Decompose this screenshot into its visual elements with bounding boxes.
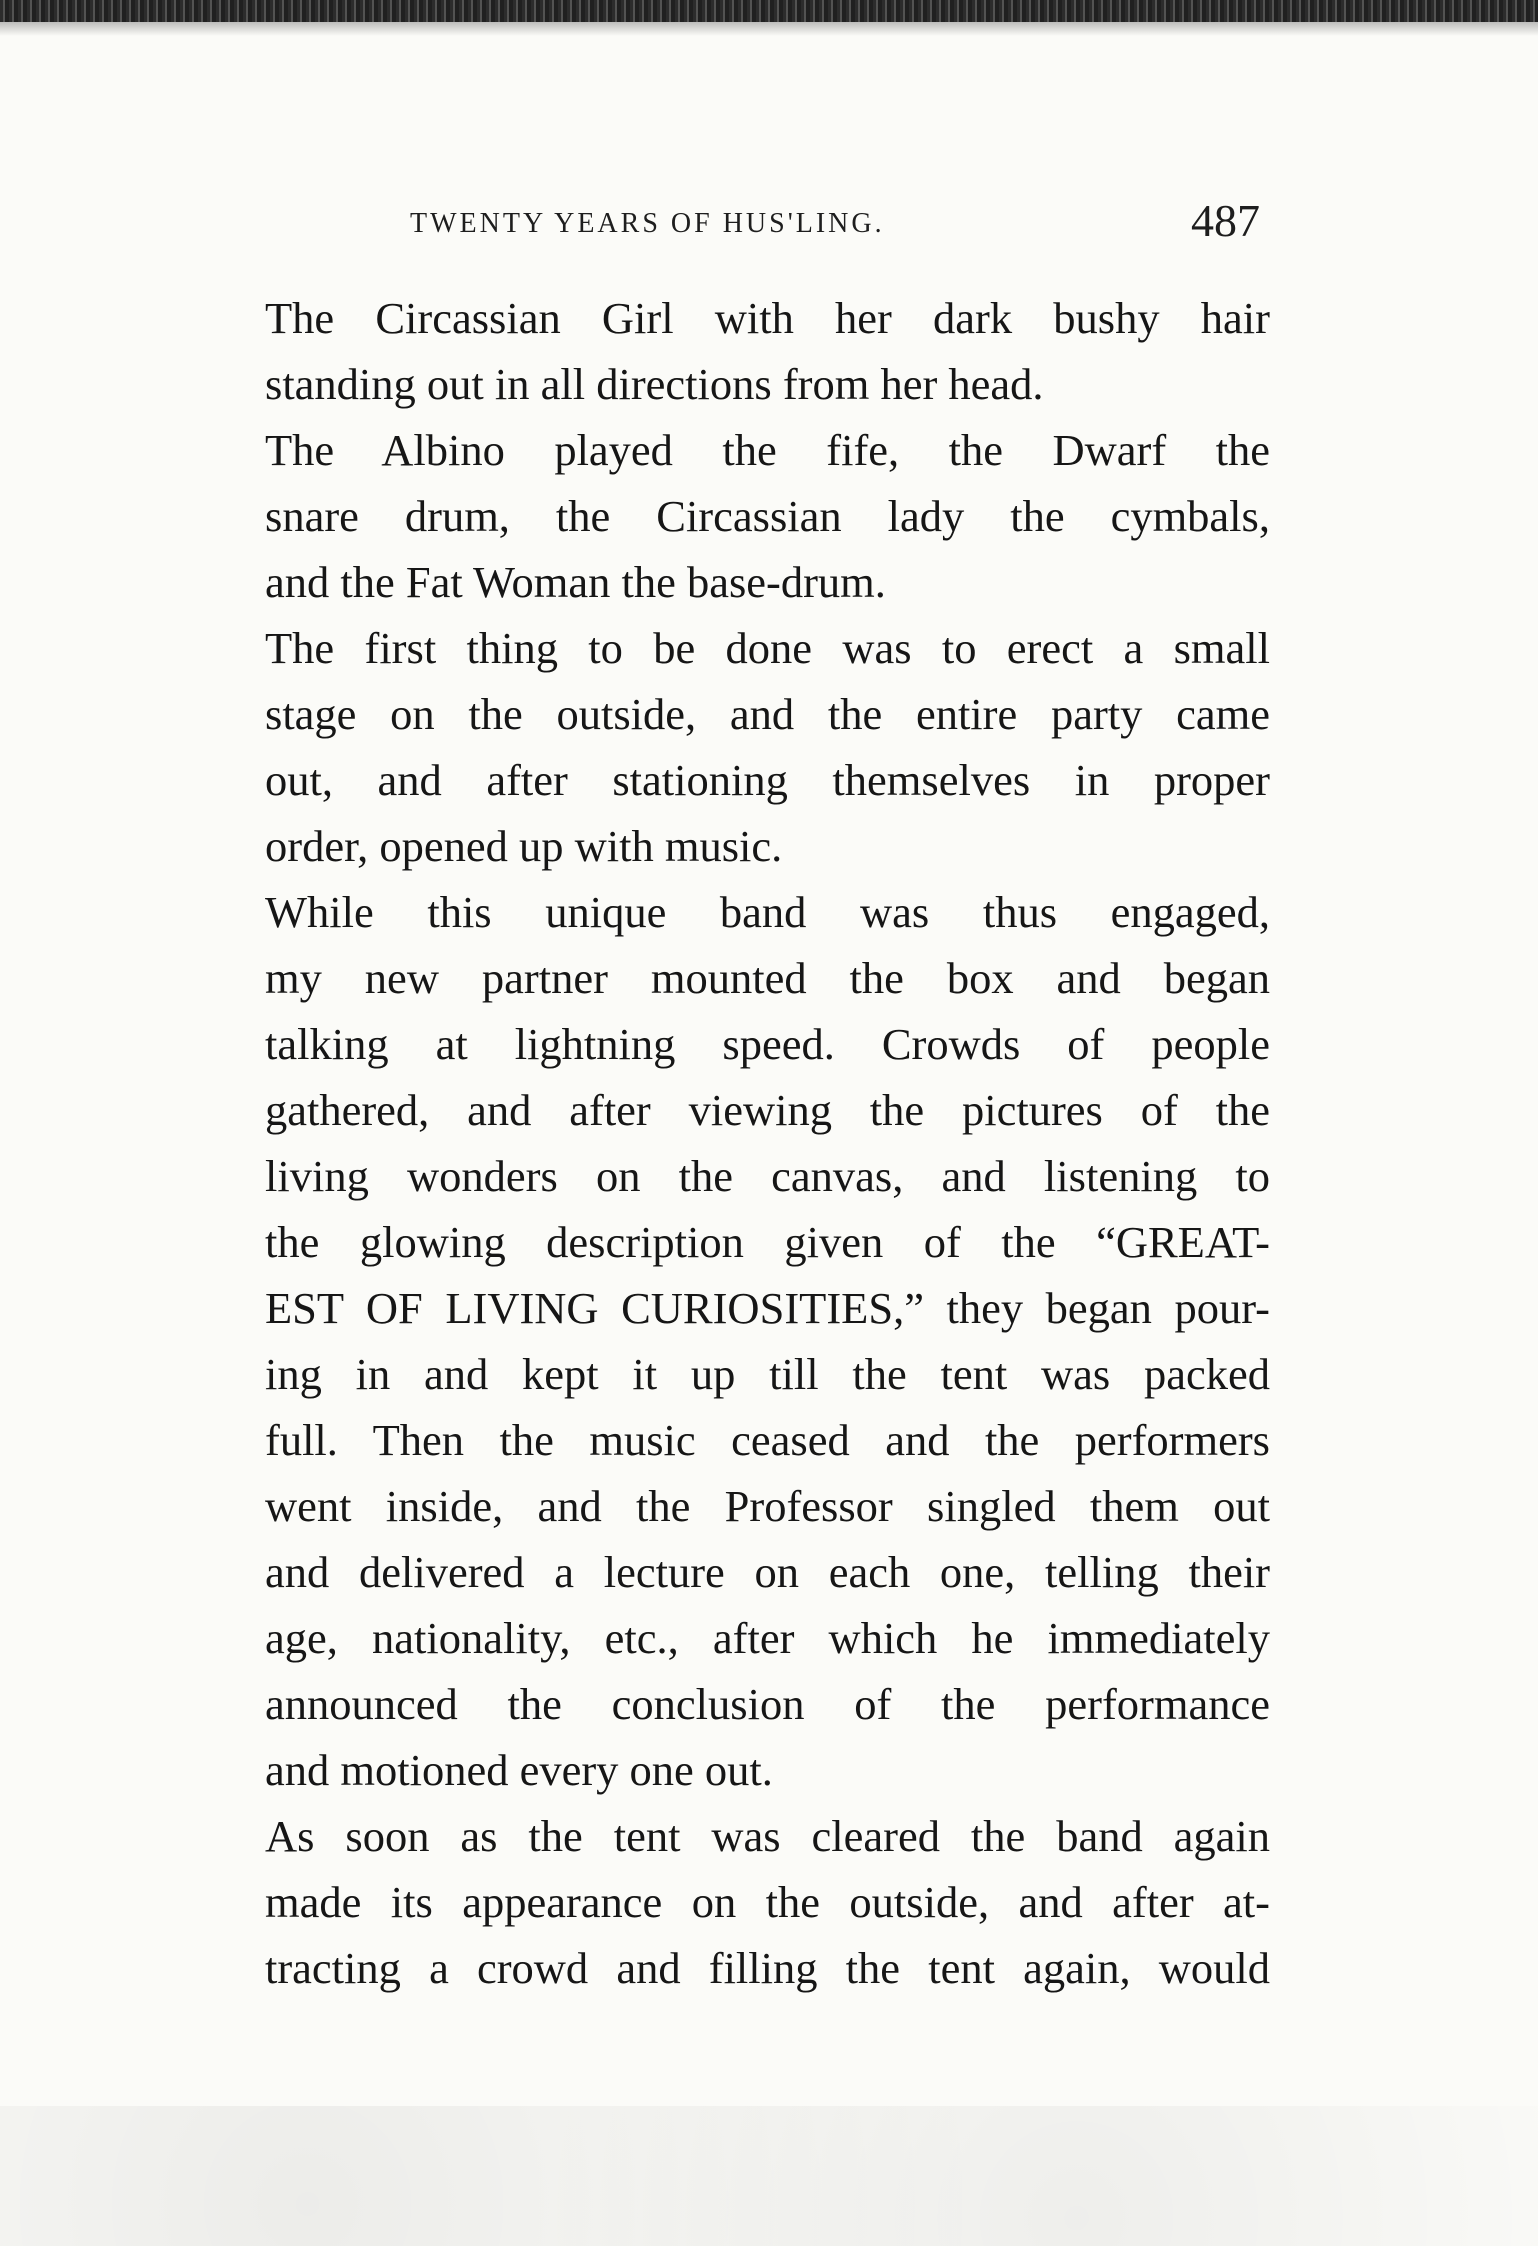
- running-head: [210, 190, 1270, 260]
- paragraph: [210, 615, 1270, 879]
- text-line: standing out in all directions from her head.: [265, 359, 1044, 409]
- body-text: [210, 285, 1270, 2001]
- running-title: TWENTY YEARS OF HUS'LING.: [410, 208, 885, 239]
- text-line: and delivered a lecture on each one, telling their: [265, 1547, 1270, 1597]
- text-line: The Circassian Girl with her dark bushy hair: [265, 293, 1270, 343]
- text-line: and the Fat Woman the base-drum.: [265, 557, 886, 607]
- text-line: stage on the outside, and the entire party came: [265, 689, 1270, 739]
- text-line: went inside, and the Professor singled them out: [265, 1481, 1270, 1531]
- scan-noise-bottom: [0, 2106, 1538, 2246]
- text-line: talking at lightning speed. Crowds of people: [265, 1019, 1270, 1069]
- paragraph: [210, 417, 1270, 615]
- page-number: 487: [1191, 195, 1260, 246]
- paragraph: [210, 1803, 1270, 2001]
- text-line: ing in and kept it up till the tent was packed: [265, 1349, 1270, 1399]
- text-line: my new partner mounted the box and began: [265, 953, 1270, 1003]
- text-line: As soon as the tent was cleared the band again: [265, 1811, 1270, 1861]
- paragraph: [210, 285, 1270, 417]
- text-line: the glowing description given of the “GREAT-: [265, 1217, 1270, 1267]
- text-line: order, opened up with music.: [265, 821, 783, 871]
- text-line: and motioned every one out.: [265, 1745, 773, 1795]
- text-line: EST OF LIVING CURIOSITIES,” they began pour-: [265, 1283, 1270, 1333]
- scan-border-top: [0, 0, 1538, 22]
- text-line: full. Then the music ceased and the performers: [265, 1415, 1270, 1465]
- text-line: tracting a crowd and filling the tent again, would: [265, 1943, 1270, 1993]
- scan-shadow: [0, 22, 1538, 36]
- text-line: The first thing to be done was to erect a small: [265, 623, 1270, 673]
- text-line: gathered, and after viewing the pictures of the: [265, 1085, 1270, 1135]
- text-line: made its appearance on the outside, and after at-: [265, 1877, 1270, 1927]
- text-line: out, and after stationing themselves in proper: [265, 755, 1270, 805]
- text-line: age, nationality, etc., after which he immediately: [265, 1613, 1270, 1663]
- text-line: While this unique band was thus engaged,: [265, 887, 1270, 937]
- text-line: living wonders on the canvas, and listening to: [265, 1151, 1270, 1201]
- paragraph: [210, 879, 1270, 1803]
- text-line: announced the conclusion of the performance: [265, 1679, 1270, 1729]
- text-line: The Albino played the fife, the Dwarf the: [265, 425, 1270, 475]
- text-line: snare drum, the Circassian lady the cymbals,: [265, 491, 1270, 541]
